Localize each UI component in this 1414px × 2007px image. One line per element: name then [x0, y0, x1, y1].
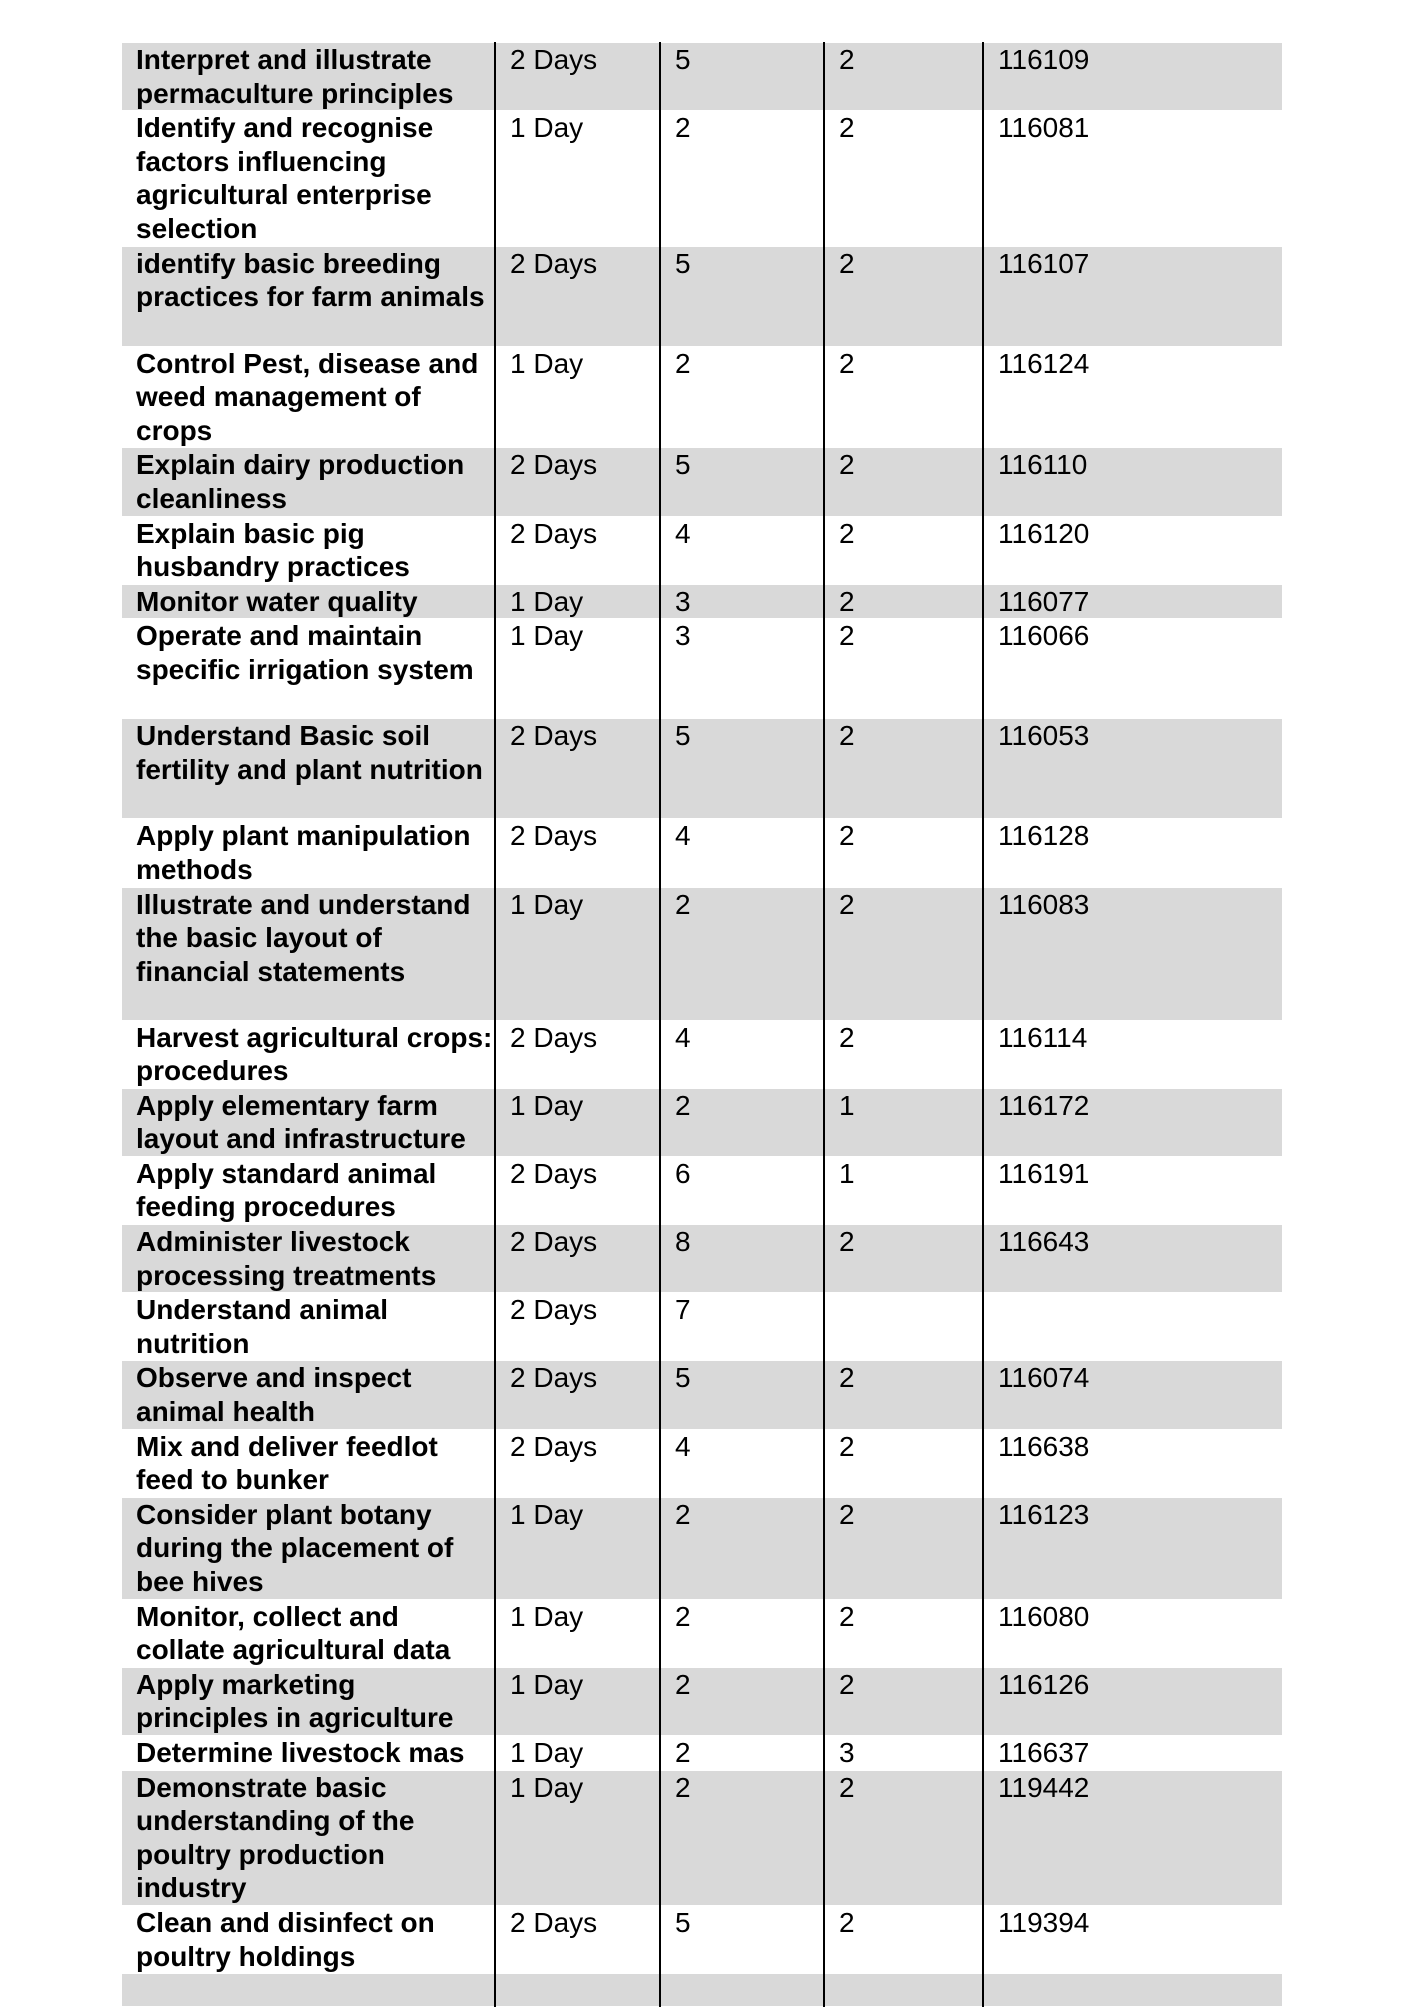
- table-row: [122, 111, 1282, 246]
- credits-cell: 2: [660, 1735, 824, 1770]
- table-row: [122, 1088, 1282, 1156]
- level-cell: 2: [824, 246, 983, 346]
- level-cell: 2: [824, 516, 983, 584]
- course-title-cell: Administer livestock processing treatments: [122, 1225, 495, 1293]
- duration-cell: 1 Day: [495, 1497, 660, 1599]
- table-row: [122, 1429, 1282, 1497]
- unit-standard-id-cell: 116638: [983, 1429, 1282, 1497]
- unit-standard-id-cell: 119442: [983, 1770, 1282, 1905]
- course-title-cell: Mix and deliver feedlot feed to bunker: [122, 1429, 495, 1497]
- unit-standard-id-cell: 116124: [983, 346, 1282, 448]
- duration-cell: 1 Day: [495, 619, 660, 719]
- table-row: [122, 1667, 1282, 1735]
- course-title-cell: Illustrate and understand the basic layout of financial statements: [122, 887, 495, 1020]
- table-row: [122, 1735, 1282, 1770]
- credits-cell: 2: [660, 887, 824, 1020]
- unit-standard-id-cell: 116074: [983, 1361, 1282, 1429]
- level-cell: 1: [824, 1088, 983, 1156]
- credits-cell: [660, 1974, 824, 2007]
- credits-cell: 2: [660, 1497, 824, 1599]
- level-cell: 2: [824, 1905, 983, 1973]
- duration-cell: 1 Day: [495, 111, 660, 246]
- table-row: [122, 1974, 1282, 2007]
- credits-cell: 5: [660, 1905, 824, 1973]
- table-row: [122, 819, 1282, 887]
- credits-cell: 5: [660, 448, 824, 516]
- duration-cell: 2 Days: [495, 1293, 660, 1361]
- course-title-cell: Clean and disinfect on poultry holdings: [122, 1905, 495, 1973]
- level-cell: 2: [824, 1361, 983, 1429]
- course-table-body: [122, 43, 1282, 2007]
- credits-cell: 5: [660, 719, 824, 819]
- unit-standard-id-cell: 116080: [983, 1599, 1282, 1667]
- table-row: [122, 1020, 1282, 1088]
- table-row: [122, 619, 1282, 719]
- course-title-cell: [122, 1974, 495, 2007]
- unit-standard-id-cell: 116107: [983, 246, 1282, 346]
- credits-cell: 4: [660, 819, 824, 887]
- duration-cell: 2 Days: [495, 719, 660, 819]
- level-cell: 2: [824, 1667, 983, 1735]
- course-title-cell: Interpret and illustrate permaculture principles: [122, 43, 495, 111]
- course-title-cell: Understand Basic soil fertility and plant nutrition: [122, 719, 495, 819]
- course-title-cell: Determine livestock mas: [122, 1735, 495, 1770]
- course-title-cell: Monitor, collect and collate agricultural data: [122, 1599, 495, 1667]
- duration-cell: 2 Days: [495, 448, 660, 516]
- unit-standard-id-cell: [983, 1293, 1282, 1361]
- credits-cell: 4: [660, 1020, 824, 1088]
- level-cell: 2: [824, 346, 983, 448]
- unit-standard-id-cell: 116053: [983, 719, 1282, 819]
- duration-cell: 1 Day: [495, 1088, 660, 1156]
- table-row: [122, 246, 1282, 346]
- level-cell: 2: [824, 819, 983, 887]
- level-cell: 2: [824, 1020, 983, 1088]
- level-cell: 2: [824, 619, 983, 719]
- course-title-cell: Understand animal nutrition: [122, 1293, 495, 1361]
- level-cell: 2: [824, 719, 983, 819]
- course-title-cell: identify basic breeding practices for farm animals: [122, 246, 495, 346]
- table-row: [122, 1293, 1282, 1361]
- duration-cell: 2 Days: [495, 1429, 660, 1497]
- level-cell: 2: [824, 1429, 983, 1497]
- course-title-cell: Apply elementary farm layout and infrastructure: [122, 1088, 495, 1156]
- unit-standard-id-cell: 116128: [983, 819, 1282, 887]
- course-title-cell: Explain basic pig husbandry practices: [122, 516, 495, 584]
- level-cell: 2: [824, 1497, 983, 1599]
- credits-cell: 5: [660, 246, 824, 346]
- unit-standard-id-cell: 116083: [983, 887, 1282, 1020]
- credits-cell: 2: [660, 1667, 824, 1735]
- table-row: [122, 448, 1282, 516]
- credits-cell: 2: [660, 1599, 824, 1667]
- table-row: [122, 584, 1282, 619]
- duration-cell: 1 Day: [495, 346, 660, 448]
- level-cell: 2: [824, 1770, 983, 1905]
- unit-standard-id-cell: 116114: [983, 1020, 1282, 1088]
- credits-cell: 8: [660, 1225, 824, 1293]
- duration-cell: 2 Days: [495, 1156, 660, 1224]
- level-cell: 1: [824, 1156, 983, 1224]
- table-row: [122, 1905, 1282, 1973]
- level-cell: 2: [824, 1225, 983, 1293]
- duration-cell: 1 Day: [495, 887, 660, 1020]
- course-title-cell: Identify and recognise factors influencing agricultural enterprise selection: [122, 111, 495, 246]
- unit-standard-id-cell: 116191: [983, 1156, 1282, 1224]
- course-title-cell: Explain dairy production cleanliness: [122, 448, 495, 516]
- unit-standard-id-cell: 116126: [983, 1667, 1282, 1735]
- duration-cell: 2 Days: [495, 1905, 660, 1973]
- document-page: [122, 42, 1282, 2007]
- duration-cell: 2 Days: [495, 246, 660, 346]
- course-title-cell: Control Pest, disease and weed management of crops: [122, 346, 495, 448]
- duration-cell: 2 Days: [495, 819, 660, 887]
- unit-standard-id-cell: 116123: [983, 1497, 1282, 1599]
- unit-standard-id-cell: 116120: [983, 516, 1282, 584]
- unit-standard-id-cell: [983, 1974, 1282, 2007]
- course-title-cell: Apply standard animal feeding procedures: [122, 1156, 495, 1224]
- unit-standard-id-cell: 116172: [983, 1088, 1282, 1156]
- table-row: [122, 1497, 1282, 1599]
- level-cell: 2: [824, 111, 983, 246]
- credits-cell: 3: [660, 619, 824, 719]
- level-cell: 2: [824, 43, 983, 111]
- unit-standard-id-cell: 116077: [983, 584, 1282, 619]
- table-row: [122, 887, 1282, 1020]
- credits-cell: 2: [660, 1770, 824, 1905]
- level-cell: 2: [824, 887, 983, 1020]
- course-title-cell: Harvest agricultural crops: procedures: [122, 1020, 495, 1088]
- unit-standard-id-cell: 116081: [983, 111, 1282, 246]
- course-title-cell: Observe and inspect animal health: [122, 1361, 495, 1429]
- table-row: [122, 516, 1282, 584]
- table-row: [122, 1225, 1282, 1293]
- unit-standard-id-cell: 116637: [983, 1735, 1282, 1770]
- credits-cell: 7: [660, 1293, 824, 1361]
- unit-standard-id-cell: 116110: [983, 448, 1282, 516]
- table-row: [122, 719, 1282, 819]
- duration-cell: [495, 1974, 660, 2007]
- unit-standard-id-cell: 119394: [983, 1905, 1282, 1973]
- credits-cell: 5: [660, 1361, 824, 1429]
- table-row: [122, 346, 1282, 448]
- level-cell: 2: [824, 584, 983, 619]
- credits-cell: 2: [660, 111, 824, 246]
- table-row: [122, 1599, 1282, 1667]
- credits-cell: 6: [660, 1156, 824, 1224]
- course-table: [122, 42, 1282, 2007]
- table-row: [122, 1361, 1282, 1429]
- level-cell: 2: [824, 1599, 983, 1667]
- duration-cell: 1 Day: [495, 1667, 660, 1735]
- duration-cell: 2 Days: [495, 516, 660, 584]
- level-cell: [824, 1293, 983, 1361]
- level-cell: [824, 1974, 983, 2007]
- credits-cell: 2: [660, 1088, 824, 1156]
- duration-cell: 2 Days: [495, 1225, 660, 1293]
- duration-cell: 2 Days: [495, 1361, 660, 1429]
- duration-cell: 1 Day: [495, 1599, 660, 1667]
- credits-cell: 4: [660, 1429, 824, 1497]
- duration-cell: 2 Days: [495, 1020, 660, 1088]
- course-title-cell: Apply marketing principles in agriculture: [122, 1667, 495, 1735]
- level-cell: 3: [824, 1735, 983, 1770]
- duration-cell: 2 Days: [495, 43, 660, 111]
- credits-cell: 4: [660, 516, 824, 584]
- table-row: [122, 1156, 1282, 1224]
- duration-cell: 1 Day: [495, 1735, 660, 1770]
- unit-standard-id-cell: 116643: [983, 1225, 1282, 1293]
- unit-standard-id-cell: 116109: [983, 43, 1282, 111]
- duration-cell: 1 Day: [495, 584, 660, 619]
- credits-cell: 5: [660, 43, 824, 111]
- credits-cell: 3: [660, 584, 824, 619]
- course-title-cell: Apply plant manipulation methods: [122, 819, 495, 887]
- course-title-cell: Consider plant botany during the placement of bee hives: [122, 1497, 495, 1599]
- course-title-cell: Monitor water quality: [122, 584, 495, 619]
- course-title-cell: Operate and maintain specific irrigation system: [122, 619, 495, 719]
- credits-cell: 2: [660, 346, 824, 448]
- table-row: [122, 43, 1282, 111]
- level-cell: 2: [824, 448, 983, 516]
- duration-cell: 1 Day: [495, 1770, 660, 1905]
- course-title-cell: Demonstrate basic understanding of the poultry production industry: [122, 1770, 495, 1905]
- unit-standard-id-cell: 116066: [983, 619, 1282, 719]
- table-row: [122, 1770, 1282, 1905]
